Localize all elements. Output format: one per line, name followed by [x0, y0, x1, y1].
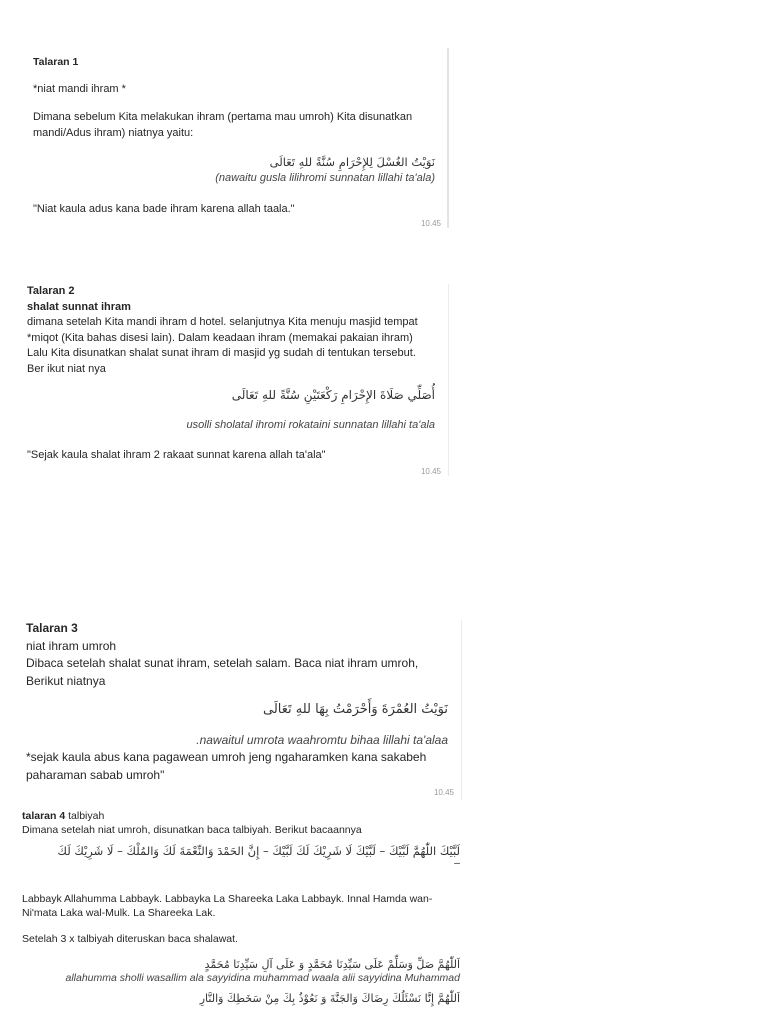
message-card-talaran-2: [27, 284, 449, 476]
arabic-talbiyah: لَبَّيْكَ اللّٰهُمَّ لَبَّيْكَ – لَبَّيْكَ لَا شَرِيْكَ لَكَ لَبَّيْكَ – إِنَّ الحَمْدَ وَالنِّعْمَةَ لَكَ وَالمُلْكَ – لَا شَرِيْكَ لَكَ: [57, 844, 460, 858]
arabic-continuation-dash: –: [454, 857, 460, 869]
niat-meaning: *sejak kaula abus kana pagawean umroh jeng ngaharamken kana sakabeh paharaman sabab umroh": [26, 750, 427, 782]
message-time: 10.45: [420, 467, 441, 476]
card-body: Dimana sebelum Kita melakukan ihram (pertama mau umroh) Kita disunatkan mandi/Adus ihram) niatnya yaitu:: [33, 111, 413, 139]
card-right-border: [461, 620, 462, 800]
card-title-line: [22, 809, 460, 823]
card-subtitle: *niat mandi ihram *: [33, 82, 126, 95]
message-card-talaran-3: [26, 620, 462, 800]
shalawat-instruction: Setelah 3 x talbiyah diteruskan baca shalawat.: [22, 933, 238, 945]
message-card-talaran-4: [22, 809, 466, 1024]
card-subtitle: niat ihram umroh: [26, 638, 117, 653]
message-time: 10.45: [420, 219, 441, 228]
arabic-niat: أُصَلِّي صَلَاةَ الإِحْرَامِ رَكْعَتَيْنِ سُنَّةً للهِ تَعَالَى: [231, 388, 435, 402]
arabic-niat: نَوَيْتُ الغُسْلَ لِلإِحْرَامِ سُنَّةً للهِ تَعَالَى: [269, 155, 435, 169]
message-card-talaran-1: [25, 48, 449, 228]
arabic-shalawat: اَللّٰهُمَّ صَلِّ وَسَلِّمْ عَلَى سَيِّدِنَا مُحَمَّدٍ وَ عَلَى آلِ سَيِّدِنَا مُحَمَّدٍ: [204, 958, 460, 971]
card-title: Talaran 1: [33, 56, 79, 68]
card-subtitle: talbiyah: [65, 810, 105, 822]
niat-meaning: "Niat kaula adus kana bade ihram karena allah taala.": [33, 203, 295, 215]
latin-shalawat: allahumma sholli wasallim ala sayyidina muhammad waala alii sayyidina Muhammad: [65, 972, 460, 984]
arabic-niat: نَوَيْتُ العُمْرَةَ وَأَحْرَمْتُ بِهَا للهِ تَعَالَى: [262, 702, 448, 717]
latin-niat: usolli sholatal ihromi rokataini sunnatan lillahi ta'ala: [186, 418, 435, 431]
card-right-border: [448, 284, 449, 476]
message-time: 10.45: [433, 788, 454, 797]
niat-meaning: "Sejak kaula shalat ihram 2 rakaat sunnat karena allah ta'ala": [27, 449, 326, 461]
arabic-doa: اَللّٰهُمَّ إِنَّا نَسْئَلُكَ رِضَاكَ وَالجَنَّةَ وَ نَعُوْذُ بِكَ مِنْ سَخَطِكَ وَالنَّارِ: [199, 992, 460, 1005]
card-title: Talaran 3: [26, 621, 78, 635]
card-title: talaran 4: [22, 810, 66, 822]
card-title: Talaran 2: [27, 285, 75, 297]
latin-niat: .nawaitul umrota waahromtu bihaa lillahi ta'alaa: [196, 732, 448, 747]
card-subtitle: shalat sunnat ihram: [27, 300, 131, 313]
card-right-border: [447, 48, 449, 228]
latin-niat: (nawaitu gusla lilihromi sunnatan lillahi ta'ala): [215, 171, 435, 184]
card-body: dimana setelah Kita mandi ihram d hotel. selanjutnya Kita menuju masjid tempat *miqot (Kita bahas disesi lain). Dalam keadaan ihram (memakai pakaian ihram) Lalu Kita disunatkan shalat sunat ihram di masjid yg sudah di tentukan tersebut. Ber ikut niat nya: [27, 316, 418, 375]
talbiyah-transliteration: Labbayk Allahumma Labbayk. Labbayka La Shareeka Laka Labbayk. Innal Hamda wan-Ni'mata Laka wal-Mulk. La Shareeka Lak.: [22, 893, 433, 919]
card-body: Dimana setelah niat umroh, disunatkan baca talbiyah. Berikut bacaannya: [22, 824, 362, 836]
card-body: Dibaca setelah shalat sunat ihram, setelah salam. Baca niat ihram umroh, Berikut niatnya: [26, 656, 419, 688]
